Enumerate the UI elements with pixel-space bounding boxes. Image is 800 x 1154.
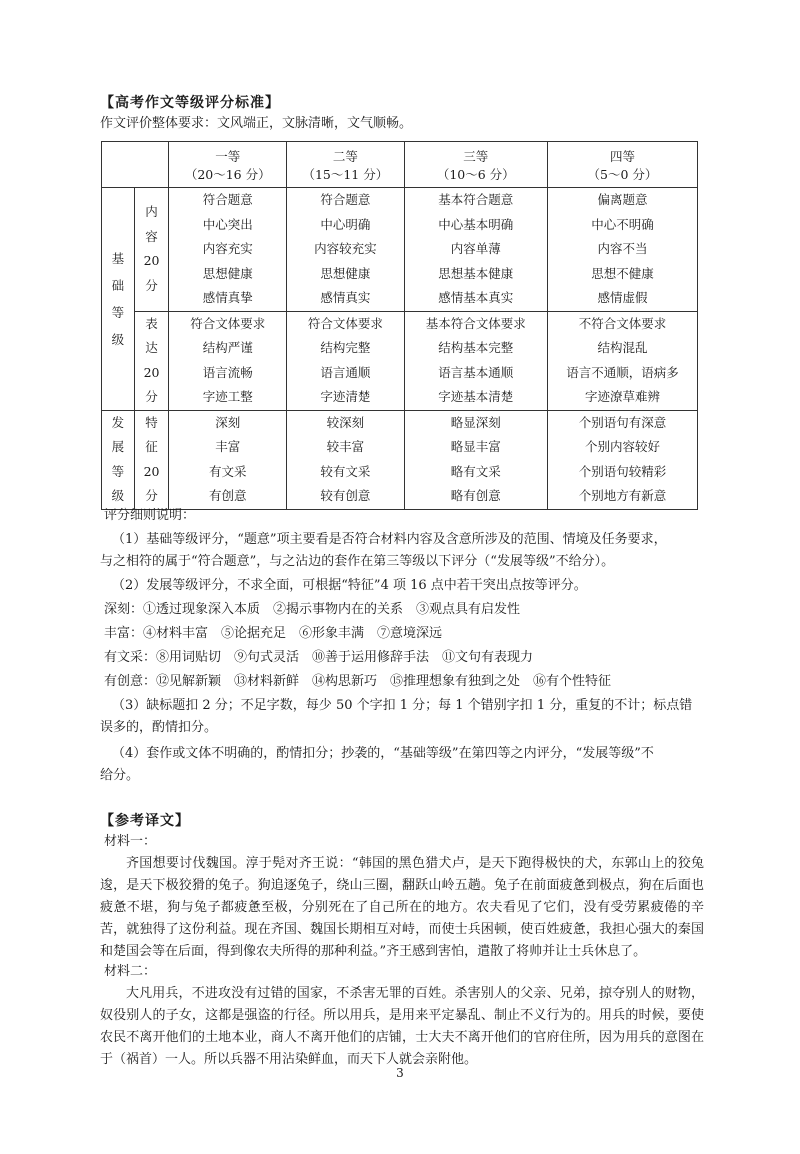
content-grade-1: 符合题意 中心突出 内容充实 思想健康 感情真挚	[169, 188, 287, 312]
express-grade-4: 不符合文体要求 结构混乱 语言不通顺，语病多 字迹潦草难辨	[547, 311, 697, 410]
note-3b: 误多的，酌情扣分。	[100, 720, 218, 735]
express-grade-3: 基本符合文体要求 结构基本完整 语言基本通顺 字迹基本清楚	[404, 311, 547, 410]
grading-table	[101, 141, 698, 510]
content-label: 内 容 20 分	[134, 188, 169, 312]
feature-grade-3: 略显深刻 略显丰富 略有文采 略有创意	[404, 410, 547, 509]
content-grade-4: 偏离题意 中心不明确 内容不当 思想不健康 感情虚假	[547, 188, 697, 312]
grade-header: 一等 （20～16 分）	[169, 142, 287, 188]
feature-creative: 有创意：⑫见解新颖 ⑬材料新鲜 ⑭构思新巧 ⑮推理想象有独到之处 ⑯有个性特征	[104, 674, 612, 689]
translation-heading: 【参考译文】	[100, 813, 190, 829]
expression-label: 表 达 20 分	[134, 311, 169, 410]
material-2-label: 材料二：	[104, 964, 157, 979]
note-3a: （3）缺标题扣 2 分；不足字数，每少 50 个字扣 1 分；每 1 个错别字扣 1 分，重复的不计；标点错	[112, 698, 693, 713]
note-1a: （1）基础等级评分，“题意”项主要看是否符合材料内容及含意所涉及的范围、情境及任务要求，	[112, 532, 667, 547]
material-1-label: 材料一：	[104, 834, 157, 849]
corner-cell	[102, 142, 169, 188]
notes-title: 评分细则说明：	[104, 508, 196, 523]
material-2-text: 大凡用兵，不进攻没有过错的国家，不杀害无罪的百姓。杀害别人的父亲、兄弟，掠夺别人的财物，奴役别人的子女，这都是强盗的行径。所以用兵，是用来平定暴乱、制止不义行为的。用兵的时候，要使农民不离开他们的土地本业，商人不离开他们的店铺，士大夫不离开他们的官府住所，因为用兵的意图在于（祸首）一人。所以兵器不用沾染鲜血，而天下人就会亲附他。	[100, 986, 704, 1067]
feature-rich: 丰富：④材料丰富 ⑤论据充足 ⑥形象丰满 ⑦意境深远	[104, 626, 443, 641]
development-level-label: 发 展 等 级	[102, 410, 135, 509]
page-number: 3	[396, 1066, 404, 1080]
content-grade-2: 符合题意 中心明确 内容较充实 思想健康 感情真实	[287, 188, 405, 312]
feature-grade-1: 深刻 丰富 有文采 有创意	[169, 410, 287, 509]
grade-header: 二等 （15～11 分）	[287, 142, 405, 188]
feature-grade-4: 个别语句有深意 个别内容较好 个别语句较精彩 个别地方有新意	[547, 410, 697, 509]
grade-header: 三等 （10～6 分）	[404, 142, 547, 188]
basic-level-label: 基 础 等 级	[102, 188, 135, 411]
feature-deep: 深刻：①透过现象深入本质 ②揭示事物内在的关系 ③观点具有启发性	[104, 602, 521, 617]
feature-grade-2: 较深刻 较丰富 较有文采 较有创意	[287, 410, 405, 509]
grade-header: 四等 （5～0 分）	[547, 142, 697, 188]
material-1-text: 齐国想要讨伐魏国。淳于髡对齐王说：“韩国的黑色猎犬卢，是天下跑得极快的犬，东郭山上的狡兔逡，是天下极狡猾的兔子。狗追逐兔子，绕山三圈，翻跃山岭五趟。兔子在前面疲惫到极点，狗在后面也疲惫不堪，狗与兔子都疲惫至极，分别死在了自己所在的地方。农夫看见了它们，没有受劳累疲倦的辛苦，就独得了这份利益。现在齐国、魏国长期相互对峙，而使士兵困顿，使百姓疲惫，我担心强大的秦国和楚国会等在后面，得到像农夫所得的那种利益。”齐王感到害怕，遣散了将帅并让士兵休息了。	[100, 856, 704, 959]
note-1b: 与之相符的属于“符合题意”，与之沾边的套作在第三等级以下评分（“发展等级”不给分）。	[100, 554, 615, 569]
note-4b: 给分。	[100, 768, 140, 783]
overall-requirement: 作文评价整体要求：文风端正，文脉清晰，文气顺畅。	[100, 116, 413, 131]
feature-label: 特 征 20 分	[134, 410, 169, 509]
content-grade-3: 基本符合题意 中心基本明确 内容单薄 思想基本健康 感情基本真实	[404, 188, 547, 312]
express-grade-2: 符合文体要求 结构完整 语言通顺 字迹清楚	[287, 311, 405, 410]
scoring-standard-heading: 【高考作文等级评分标准】	[100, 95, 280, 111]
express-grade-1: 符合文体要求 结构严谨 语言流畅 字迹工整	[169, 311, 287, 410]
note-4a: （4）套作或文体不明确的，酌情扣分；抄袭的，“基础等级”在第四等之内评分，“发展等级”不	[112, 746, 654, 761]
feature-literary: 有文采：⑧用词贴切 ⑨句式灵活 ⑩善于运用修辞手法 ⑪文句有表现力	[104, 650, 534, 665]
note-2: （2）发展等级评分，不求全面，可根据“特征”4 项 16 点中若干突出点按等评分。	[112, 578, 587, 593]
